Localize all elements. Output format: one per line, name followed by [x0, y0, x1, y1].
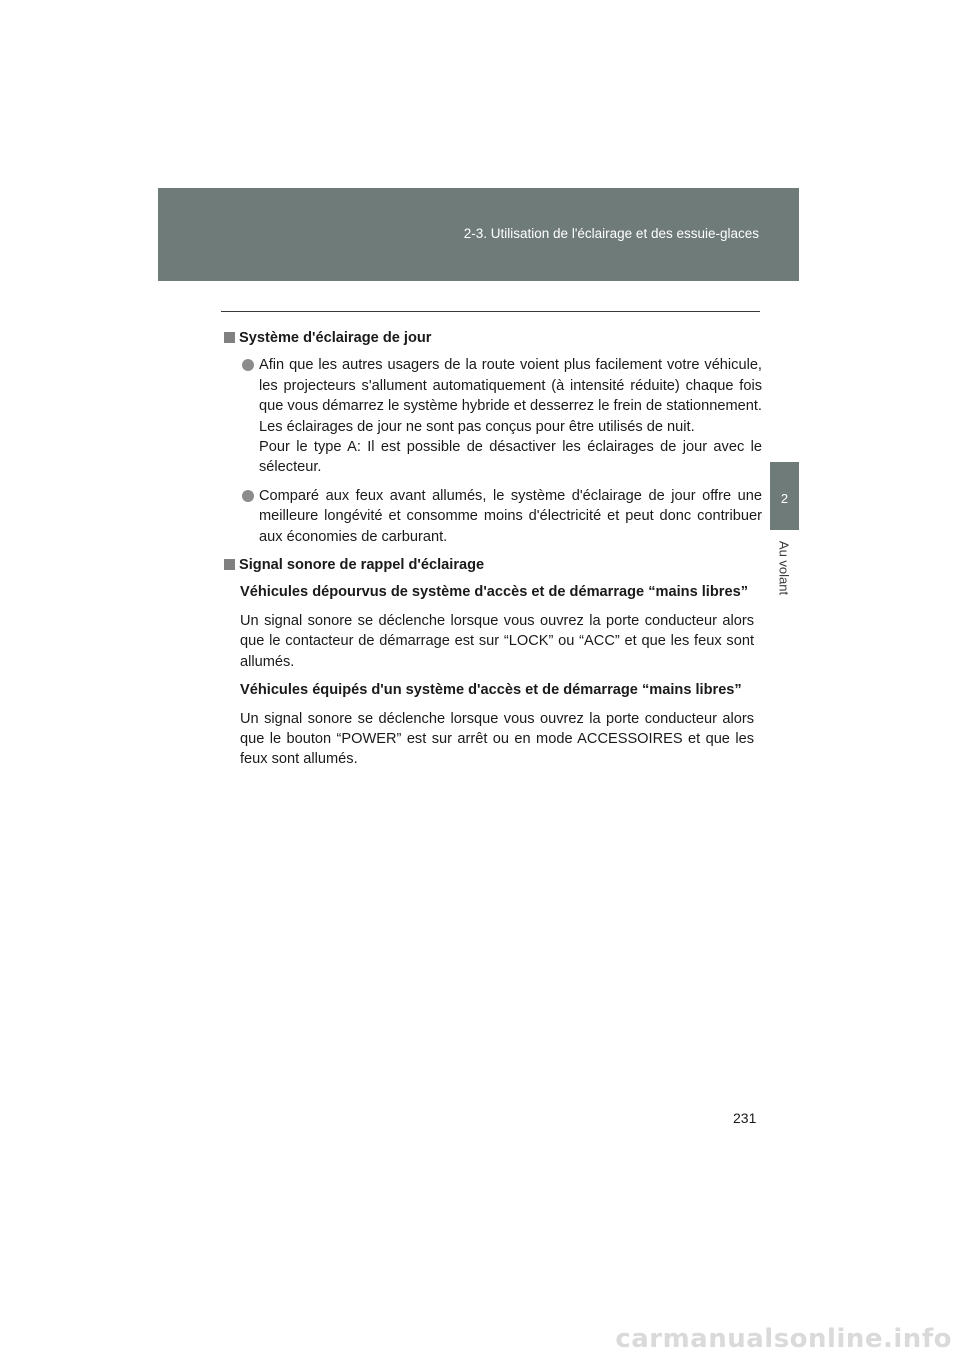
bullet-text: Pour le type A: Il est possible de désactiver les éclairages de jour avec le sélecteur.	[259, 439, 762, 476]
page-number: 231	[733, 1110, 757, 1126]
square-bullet-icon	[224, 559, 235, 570]
circle-bullet-icon	[242, 359, 254, 371]
bullet-text: Afin que les autres usagers de la route voient plus facilement votre véhicule, les projecteurs s'allument automatiquement (à intensité réduite) chaque fois que vous démarrez le système hybride et desserrez le frein de stationnement. Les éclairages de jour ne sont pas conçus pour être utilisés de nuit.	[259, 357, 762, 435]
circle-bullet-icon	[242, 490, 254, 502]
watermark: carmanualsonline.info	[615, 1324, 952, 1354]
list-item	[240, 486, 762, 547]
paragraph: Un signal sonore se déclenche lorsque vous ouvrez la porte conducteur alors que le contacteur de démarrage est sur “LOCK” ou “ACC” et que les feux sont allumés.	[240, 612, 754, 670]
page-content	[222, 328, 762, 778]
section-heading-daytime-lights: Système d'éclairage de jour	[222, 328, 754, 348]
subsection-heading: Véhicules dépourvus de système d'accès et de démarrage “mains libres”	[240, 584, 748, 601]
chapter-tab-number: 2	[780, 491, 789, 506]
subsection-heading: Véhicules équipés d'un système d'accès et de démarrage “mains libres”	[240, 682, 742, 699]
chapter-header-band	[158, 188, 799, 281]
chapter-section-title: 2-3. Utilisation de l'éclairage et des essuie-glaces	[463, 226, 759, 241]
section-divider	[221, 311, 760, 312]
paragraph: Un signal sonore se déclenche lorsque vous ouvrez la porte conducteur alors que le bouton “POWER” est sur arrêt ou en mode ACCESSOIRES et que les feux sont allumés.	[240, 710, 754, 768]
square-bullet-icon	[224, 332, 235, 343]
chapter-tab	[770, 462, 799, 530]
bullet-text: Comparé aux feux avant allumés, le système d'éclairage de jour offre une meilleure longévité et consomme moins d'électricité et peut donc contribuer aux économies de carburant.	[259, 487, 762, 545]
list-item	[240, 355, 762, 477]
section-heading-light-reminder: Signal sonore de rappel d'éclairage	[222, 555, 754, 575]
chapter-tab-label: Au volant	[776, 540, 792, 596]
